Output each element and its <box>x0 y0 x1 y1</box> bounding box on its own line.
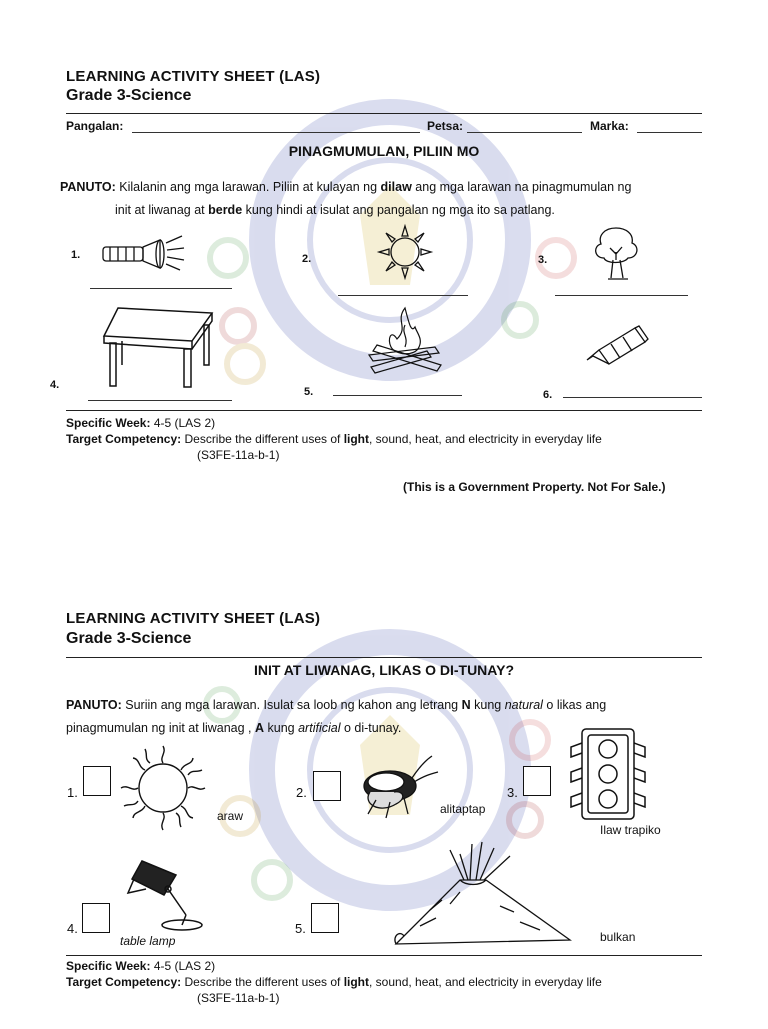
government-notice: (This is a Government Property. Not For Sale.) <box>403 480 666 494</box>
las1-instructions: PANUTO: Kilalanin ang mga larawan. Piliin at kulayan ng dilaw ang mga larawan na pinagmumulan ng <box>60 180 632 194</box>
answer-blank-4[interactable] <box>88 400 232 401</box>
campfire-icon <box>365 303 447 377</box>
date-label: Petsa: <box>427 119 464 133</box>
sun-icon <box>375 222 435 282</box>
las2-competency: Target Competency: Describe the different uses of light, sound, heat, and electricity in everyday life <box>66 975 602 989</box>
item-number: 1. <box>67 785 78 800</box>
divider <box>66 657 702 658</box>
name-label: Pangalan: <box>66 119 124 133</box>
answer-box-2[interactable] <box>313 771 341 801</box>
item-number: 5. <box>304 386 314 398</box>
score-field[interactable] <box>637 132 702 133</box>
las1-competency: Target Competency: Describe the different uses of light, sound, heat, and electricity in everyday life <box>66 432 602 446</box>
answer-box-1[interactable] <box>83 766 111 796</box>
las2-week: Specific Week: 4-5 (LAS 2) <box>66 959 216 973</box>
traffic-light-icon <box>568 725 648 823</box>
las2-instructions-line2: pinagmumulan ng init at liwanag , A kung artificial o di-tunay. <box>66 721 402 735</box>
caption-alitaptap: alitaptap <box>440 802 486 816</box>
tree-icon <box>590 222 642 284</box>
instr-label: PANUTO: <box>60 180 116 194</box>
table-icon <box>100 303 218 389</box>
item-number: 1. <box>71 249 81 261</box>
answer-blank-3[interactable] <box>555 295 688 296</box>
item-number: 4. <box>67 921 78 936</box>
las1-grade: Grade 3-Science <box>66 87 192 104</box>
answer-box-3[interactable] <box>523 766 551 796</box>
item-number: 5. <box>295 921 306 936</box>
date-field[interactable] <box>467 132 582 133</box>
item-number: 3. <box>538 254 548 266</box>
sun-icon <box>118 743 208 833</box>
item-number: 2. <box>302 253 312 265</box>
item-number: 4. <box>50 379 60 391</box>
caption-araw: araw <box>217 809 244 823</box>
answer-blank-2[interactable] <box>338 295 468 296</box>
las2-instructions: PANUTO: Suriin ang mga larawan. Isulat sa loob ng kahon ang letrang N kung natural o likas ang <box>66 698 607 712</box>
crayon-icon <box>585 322 650 366</box>
las2-code: (S3FE-11a-b-1) <box>197 991 280 1005</box>
caption-table-lamp: table lamp <box>120 934 176 948</box>
firefly-icon <box>350 752 440 822</box>
las2-grade: Grade 3-Science <box>66 630 192 647</box>
las2-heading: INIT AT LIWANAG, LIKAS O DI-TUNAY? <box>253 662 515 678</box>
answer-blank-5[interactable] <box>333 395 462 396</box>
item-number: 2. <box>296 785 307 800</box>
divider <box>66 955 702 956</box>
item-number: 6. <box>543 389 553 401</box>
answer-blank-1[interactable] <box>90 288 232 289</box>
flashlight-icon <box>100 233 186 271</box>
las2-title: LEARNING ACTIVITY SHEET (LAS) <box>66 610 321 627</box>
desk-lamp-icon <box>120 853 210 931</box>
las1-instructions-line2: init at liwanag at berde kung hindi at isulat ang pangalan ng mga ito sa patlang. <box>115 203 555 217</box>
item-number: 3. <box>507 785 518 800</box>
volcano-icon <box>390 840 580 950</box>
las1-title: LEARNING ACTIVITY SHEET (LAS) <box>66 68 321 85</box>
caption-bulkan: bulkan <box>600 930 636 944</box>
answer-box-5[interactable] <box>311 903 339 933</box>
divider <box>66 113 702 114</box>
caption-ilaw-trapiko: Ilaw trapiko <box>600 823 661 837</box>
score-label: Marka: <box>590 119 629 133</box>
answer-blank-6[interactable] <box>563 397 702 398</box>
las1-week: Specific Week: 4-5 (LAS 2) <box>66 416 216 430</box>
divider <box>66 410 702 411</box>
las1-heading: PINAGMUMULAN, PILIIN MO <box>288 143 480 159</box>
answer-box-4[interactable] <box>82 903 110 933</box>
name-field[interactable] <box>132 132 420 133</box>
las1-code: (S3FE-11a-b-1) <box>197 448 280 462</box>
